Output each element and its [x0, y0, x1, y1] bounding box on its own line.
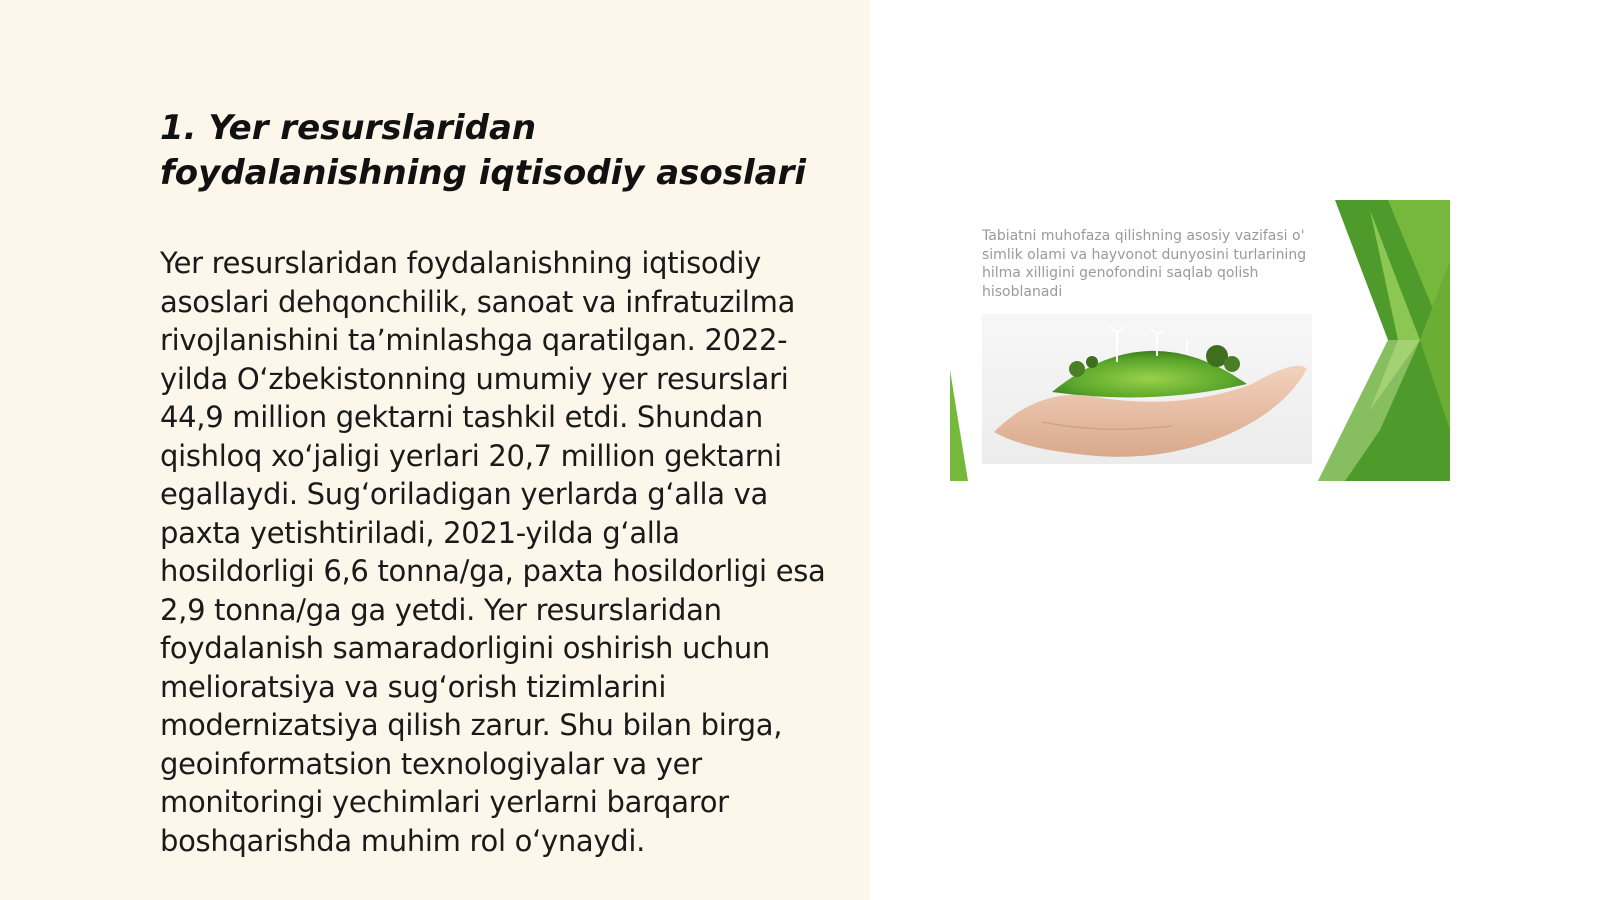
figure-caption: Tabiatni muhofaza qilishning asosiy vazifasi o' simlik olami va hayvonot dunyosini turlarining hilma xilligini genofondini saqlab qolish hisoblanadi	[982, 228, 1307, 300]
slide-figure	[950, 200, 1450, 481]
slide-body-text: Yer resurslaridan foydalanishning iqtisodiy asoslari dehqonchilik, sanoat va infratuzilma rivojlanishini taʼminlashga qaratilgan. 2022-yilda Oʻzbekistonning umumiy yer resurslari 44,9 million gektarni tashkil etdi. Shundan qishloq xoʻjaligi yerlari 20,7 million gektarni egallaydi. Sugʻoriladigan yerlarda gʻalla va paxta yetishtiriladi, 2021-yilda gʻalla hosildorligi 6,6 tonna/ga, paxta hosildorligi esa 2,9 tonna/ga ga yetdi. Yer resurslaridan foydalanish samaradorligini oshirish uchun melioratsiya va sugʻorish tizimlarini modernizatsiya qilish zarur. Shu bilan birga, geoinformatsion texnologiyalar va yer monitoringi yechimlari yerlarni barqaror boshqarishda muhim rol oʻynaydi.	[160, 246, 826, 858]
hands-holding-earth-icon	[982, 314, 1312, 464]
slide-title: 1. Yer resurslaridan foydalanishning iqtisodiy asoslari	[160, 108, 807, 193]
